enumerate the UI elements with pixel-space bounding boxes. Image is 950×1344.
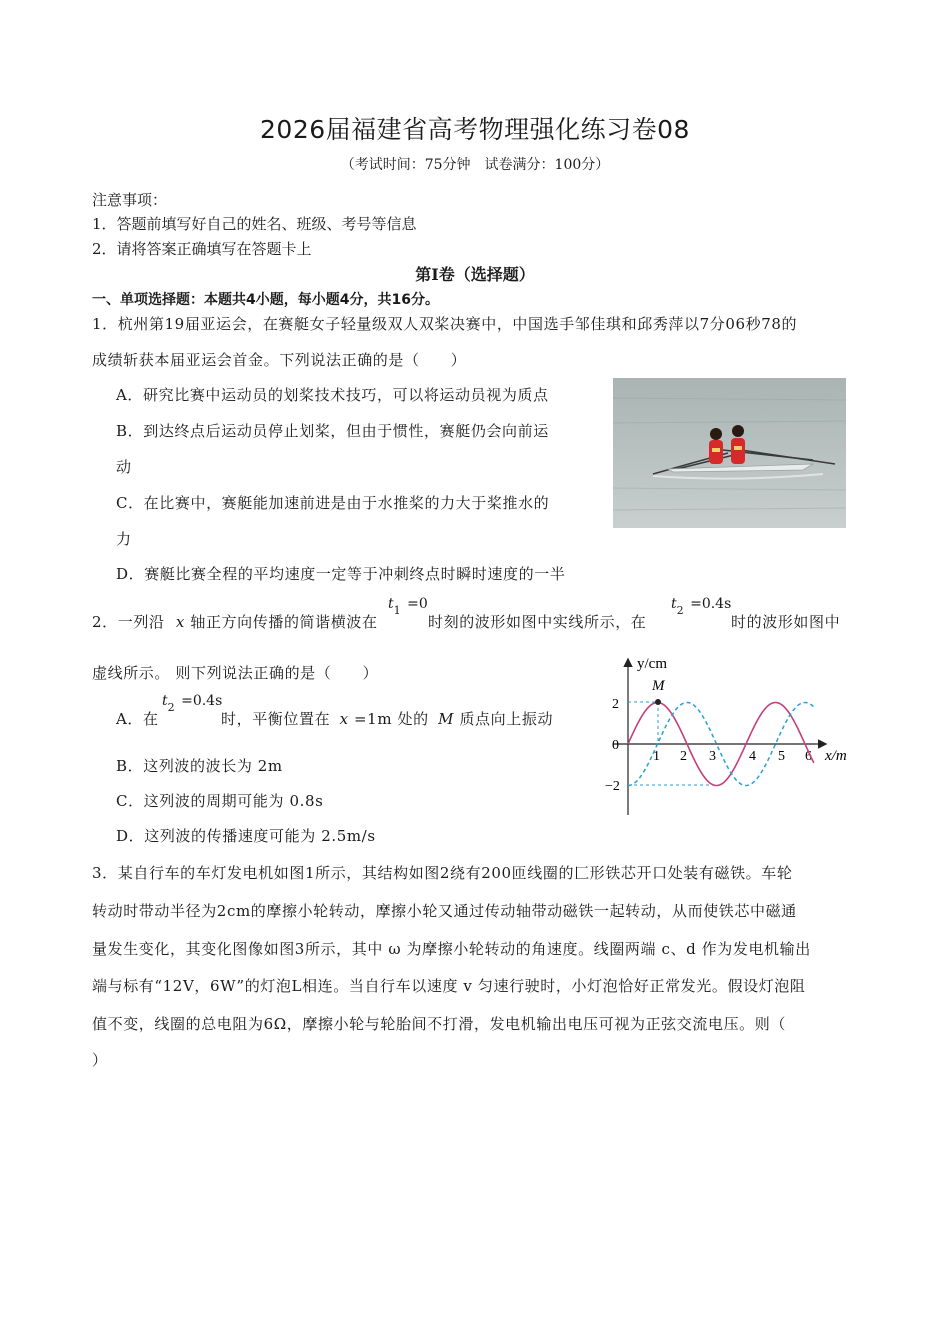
q1-option-c-cont: 力 [116, 530, 132, 548]
rowing-photo [613, 378, 846, 528]
q1-option-c: C．在比赛中，赛艇能加速前进是由于水推桨的力大于桨推水的 [116, 494, 550, 512]
q3-line-3: 量发生变化，其变化图像如图3所示，其中 ω 为摩擦小轮转动的角速度。线圈两端 c、d 作为发电机输出 [92, 940, 811, 958]
q2-text-3: 时刻的波形如图中实线所示，在 [428, 613, 647, 631]
q1-option-b-cont: 动 [116, 458, 132, 476]
q2-t1-subscript: 1 [393, 604, 401, 617]
notice-heading: 注意事项： [92, 191, 168, 209]
q1-option-a: A．研究比赛中运动员的划桨技术技巧，可以将运动员视为质点 [116, 386, 549, 404]
q2-t1-value: =0 [407, 596, 428, 612]
section-title: 第Ⅰ卷（选择题） [415, 265, 535, 284]
q2-t2-expression [671, 596, 732, 617]
q2-stem-line1 [92, 611, 378, 632]
q2-a-x: x [339, 710, 349, 728]
y-axis-label: y/cm [637, 656, 667, 672]
q2-var-x: x [175, 613, 185, 631]
notice-item-2: 2．请将答案正确填写在答题卡上 [92, 240, 312, 258]
q2-text-2: 轴正方向传播的简谐横波在 [190, 613, 378, 631]
q2-text-1: 2．一列沿 [92, 613, 165, 631]
q2-t2-value: =0.4s [690, 596, 732, 612]
q2-option-a-label: A．在 [116, 710, 159, 728]
q2-stem-line2: 虚线所示。 则下列说法正确的是（ ） [92, 664, 379, 682]
q3-line-6: ） [92, 1051, 108, 1069]
x-axis-label: x/m [825, 748, 847, 764]
y-tick-0: 0 [612, 738, 619, 753]
x-tick-2: 2 [680, 749, 687, 764]
wave-graph [603, 650, 863, 820]
q3-line-4: 端与标有“12V，6W”的灯泡L相连。当自行车以速度 v 匀速行驶时，小灯泡恰好正常发光。假设灯泡阻 [92, 977, 806, 995]
x-tick-5: 5 [778, 749, 785, 764]
water-background [613, 378, 846, 528]
notice-item-1: 1．答题前填写好自己的姓名、班级、考号等信息 [92, 215, 417, 233]
q2-t2-symbol: t [671, 596, 677, 612]
q2-option-a-time [162, 693, 223, 714]
q3-line-1: 3．某自行车的车灯发电机如图1所示，其结构如图2绕有200匝线圈的匚形铁芯开口处装有磁铁。车轮 [92, 864, 793, 882]
y-tick-2: 2 [612, 697, 619, 712]
point-m [655, 699, 661, 705]
q2-t1-symbol: t [388, 596, 394, 612]
q2-option-a-text [221, 708, 553, 729]
x-tick-6: 6 [805, 749, 812, 764]
q2-a-end: 质点向上振动 [459, 710, 554, 728]
q1-stem-line1: 1．杭州第19届亚运会，在赛艇女子轻量级双人双桨决赛中，中国选手邹佳琪和邱秀萍以7分06秒78的 [92, 315, 798, 333]
exam-info: （考试时间：75分钟 试卷满分：100分） [340, 157, 610, 173]
q2-a-t-symbol: t [162, 693, 168, 709]
q1-option-d: D．赛艇比赛全程的平均速度一定等于冲刺终点时瞬时速度的一半 [116, 565, 566, 583]
point-m-label: M [652, 678, 665, 694]
q2-a-xval: =1m 处的 [354, 710, 429, 728]
q1-option-b: B．到达终点后运动员停止划桨，但由于惯性，赛艇仍会向前运 [116, 422, 549, 440]
part-1-heading: 一、单项选择题：本题共4小题，每小题4分，共16分。 [92, 292, 439, 308]
q2-text-4: 时的波形如图中 [731, 613, 841, 631]
q2-a-mid: 时，平衡位置在 [221, 710, 331, 728]
x-tick-1: 1 [653, 749, 660, 764]
q3-line-5: 值不变，线圈的总电阻为6Ω，摩擦小轮与轮胎间不打滑，发电机输出电压可视为正弦交流电压。则（ [92, 1015, 786, 1033]
q2-a-t-subscript: 2 [167, 701, 175, 714]
x-tick-4: 4 [749, 749, 756, 764]
q2-option-d: D．这列波的传播速度可能为 2.5m/s [116, 827, 376, 845]
y-tick-minus-2: −2 [605, 779, 620, 794]
q1-stem-line2: 成绩斩获本届亚运会首金。下列说法正确的是（ ） [92, 351, 467, 369]
x-tick-3: 3 [709, 749, 716, 764]
q2-t1-expression [388, 596, 428, 617]
q3-line-2: 转动时带动半径为2cm的摩擦小轮转动，摩擦小轮又通过传动轴带动磁铁一起转动，从而使铁芯中磁通 [92, 902, 797, 920]
page-title: 2026届福建省高考物理强化练习卷08 [260, 115, 690, 144]
q2-t2-subscript: 2 [676, 604, 684, 617]
q2-option-b: B．这列波的波长为 2m [116, 757, 283, 775]
q2-option-c: C．这列波的周期可能为 0.8s [116, 792, 324, 810]
q2-a-t-value: =0.4s [181, 693, 223, 709]
q2-a-M: M [438, 710, 455, 728]
